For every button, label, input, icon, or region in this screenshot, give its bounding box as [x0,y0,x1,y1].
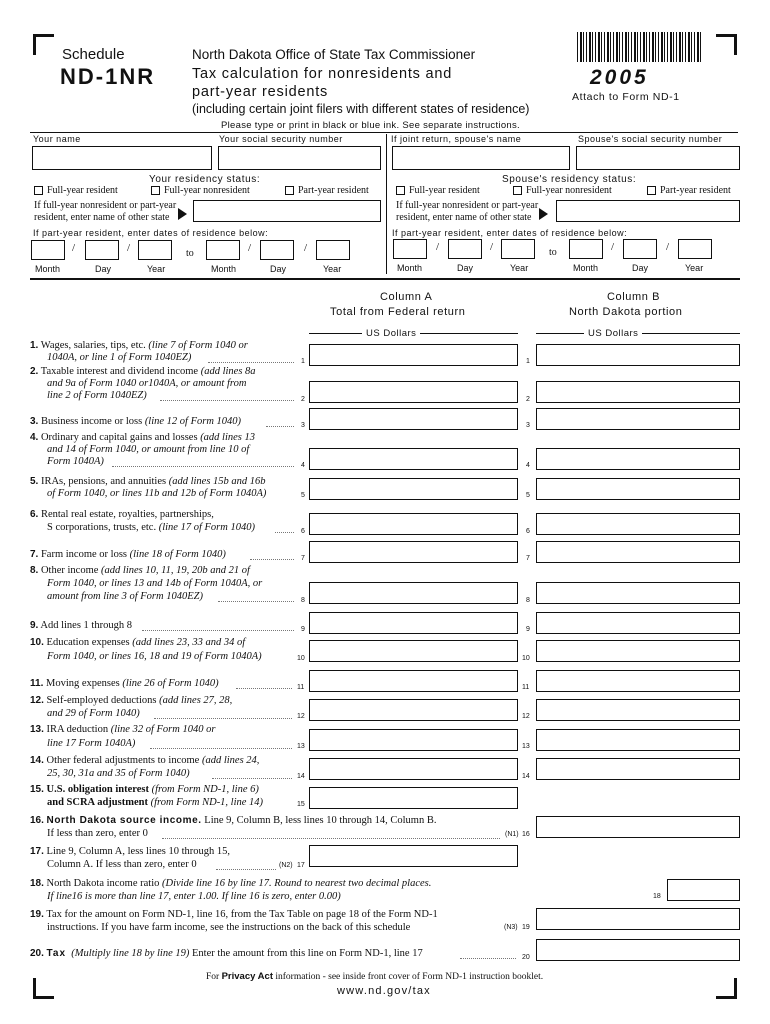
tax-year: 2005 [590,66,649,89]
line-3-column-a-input[interactable] [309,408,518,430]
your-full-year-resident-checkbox[interactable] [34,186,43,195]
line-description: U.S. obligation interest [46,784,152,795]
your-from-day-input[interactable] [85,240,119,260]
line-code: (N1) [505,831,519,838]
line-description: Other federal adjustments to income [46,755,202,766]
line-15-column-a-input[interactable] [309,787,518,809]
line-number: 8. [30,565,39,576]
your-name-input[interactable] [32,146,212,170]
line-3-text [30,416,241,428]
line-13-column-b-input[interactable] [536,729,740,751]
barcode-graphic [577,32,703,62]
line-ref: 20 [522,954,530,961]
line-ref: 5 [526,492,530,499]
line-ref: 2 [526,396,530,403]
line-number: 6. [30,509,39,520]
line-5-column-b-input[interactable] [536,478,740,500]
line-10-column-b-input[interactable] [536,640,740,662]
line-ref: 15 [297,801,305,808]
spouse-part-year-resident-checkbox[interactable] [647,186,656,195]
line-11-column-b-input[interactable] [536,670,740,692]
spouse-from-month-input[interactable] [393,239,427,259]
date-separator: / [436,241,440,253]
line-8-text-2 [47,578,262,590]
line-10-text [30,637,245,649]
line-description: S corporations, trusts, etc. [47,522,159,533]
line-8-column-b-input[interactable] [536,582,740,604]
line-number: 10. [30,637,44,648]
line-number: 4. [30,432,39,443]
line-description-note: (line 7 of Form 1040 or [148,340,248,351]
line-9-column-a-input[interactable] [309,612,518,634]
year-label: Year [147,264,166,274]
line-4-column-b-input[interactable] [536,448,740,470]
column-a-subtitle: Total from Federal return [330,306,466,318]
line-16-text-2 [47,828,148,840]
line-description: North Dakota income ratio [46,878,162,889]
line-ref: 7 [526,555,530,562]
line-ref: 8 [526,597,530,604]
line-description-note: (Divide line 16 by line 17. Round to nearest two decimal places. [162,878,432,889]
line-number: 18. [30,878,44,889]
line-description-note: (add lines 23, 33 and 34 of [132,637,246,648]
column-b-subtitle: North Dakota portion [569,306,683,318]
line-number: 19. [30,909,44,920]
line-ref: 13 [297,743,305,750]
line-4-column-a-input[interactable] [309,448,518,470]
line-description-note: (from Form ND-1, line 14) [150,797,264,808]
leader-dots [162,838,500,839]
to-label: to [186,248,194,259]
your-from-year-input[interactable] [138,240,172,260]
line-9-text [30,620,132,632]
date-separator: / [72,242,76,254]
line-description: instructions. If you have farm income, see the instructions on the back of this schedule [47,922,411,933]
line-2-text [30,366,256,378]
line-2-text-2 [47,378,246,390]
line-number: 16. [30,815,44,826]
your-to-year-input[interactable] [316,240,350,260]
line-ref: 9 [301,626,305,633]
line-7-column-b-input[interactable] [536,541,740,563]
line-17-column-a-input[interactable] [309,845,518,867]
your-dates-label: If part-year resident, enter dates of residence below: [33,228,269,238]
line-description: Ordinary and capital gains and losses [40,432,201,443]
spouse-name-input[interactable] [392,146,570,170]
date-separator: / [611,241,615,253]
line-description: Line 9, Column B, less lines 10 through 14, Column B. [204,815,437,826]
line-number: 3. [30,416,39,427]
line-description: Other income [40,565,102,576]
your-full-year-resident-label: Full-year resident [47,185,118,196]
line-3-column-b-input[interactable] [536,408,740,430]
line-description: Moving expenses [45,678,123,689]
date-separator: / [490,241,494,253]
year-label: Year [685,263,704,273]
day-label: Day [457,263,474,273]
month-label: Month [35,264,61,274]
leader-dots [216,869,276,870]
line-17-text [30,846,230,858]
line-ref: 2 [301,396,305,403]
your-name-label: Your name [33,134,81,144]
line-9-column-b-input[interactable] [536,612,740,634]
leader-dots [160,400,294,401]
column-a-currency: US Dollars [362,328,420,339]
form-subtitle: (including certain joint filers with different states of residence) [192,102,530,116]
line-number: 9. [30,620,39,631]
corner-mark-bottom-left [33,978,54,999]
line-16-column-b-input[interactable] [536,816,740,838]
leader-dots [208,362,294,363]
line-ref: 19 [522,924,530,931]
line-description: Education expenses [46,637,133,648]
date-separator: / [304,242,308,254]
ink-instructions: Please type or print in black or blue ink. See separate instructions. [221,120,520,131]
line-1-column-a-input[interactable] [309,344,518,366]
line-description: Farm income or loss [40,549,130,560]
line-4-text-2 [47,444,249,456]
line-description: Rental real estate, royalties, partnerships, [40,509,214,520]
line-13-text-2 [47,738,135,750]
line-description: Line 9, Column A, less lines 10 through 15, [46,846,230,857]
line-description-note: (line 18 of Form 1040) [129,549,226,560]
leader-dots [460,958,516,959]
spouse-from-year-input[interactable] [501,239,535,259]
line-12-column-a-input[interactable] [309,699,518,721]
date-separator: / [248,242,252,254]
line-description: IRAs, pensions, and annuities [40,476,169,487]
date-separator: / [127,242,131,254]
line-ref: 11 [297,684,305,691]
line-description-note: and 14 of Form 1040, or amount from line 10 of [47,444,250,455]
line-description-note: and 29 of Form 1040) [47,708,140,719]
line-ref: 3 [526,422,530,429]
day-label: Day [632,263,649,273]
leader-dots [212,778,292,779]
line-number: 20. [30,948,44,959]
line-description: Column A. If less than zero, enter 0 [47,859,197,870]
line-7-text [30,549,226,561]
line-2-text-3 [47,390,147,402]
line-description-note: (Multiply line 18 by line 19) [71,948,190,959]
website-url[interactable]: www.nd.gov/tax [337,985,431,997]
line-ref: 1 [526,358,530,365]
line-ref: 9 [526,626,530,633]
spouse-to-year-input[interactable] [678,239,712,259]
line-description-note: and 9a of Form 1040 or1040A, or amount from [47,378,247,389]
leader-dots [112,466,294,467]
spouse-other-state-input[interactable] [556,200,740,222]
privacy-text: For [206,972,222,982]
line-ref: 13 [522,743,530,750]
line-ref: 17 [297,862,305,869]
line-ref: 6 [526,528,530,535]
form-title-line1: Tax calculation for nonresidents and [192,66,453,82]
line-number: 13. [30,724,44,735]
line-description: IRA deduction [46,724,111,735]
line-18-text [30,878,431,890]
leader-dots [154,718,292,719]
your-other-state-text-1: If full-year nonresident or part-year [34,200,177,211]
line-description-note: (add lines 13 [200,432,256,443]
line-number: 5. [30,476,39,487]
line-19-column-b-input[interactable] [536,908,740,930]
line-12-column-b-input[interactable] [536,699,740,721]
line-14-text [30,755,259,767]
month-label: Month [211,264,237,274]
line-description-note: (add lines 24, [201,755,260,766]
line-7-column-a-input[interactable] [309,541,518,563]
year-label: Year [510,263,529,273]
line-description-note: (line 17 of Form 1040) [158,522,255,533]
line-8-text [30,565,250,577]
line-description: North Dakota source income. [46,815,202,826]
arrow-right-icon [178,208,187,220]
line-19-text [30,909,438,921]
leader-dots [150,748,292,749]
line-8-column-a-input[interactable] [309,582,518,604]
line-description-note: Form 1040A) [47,456,104,467]
line-description: Self-employed deductions [46,695,160,706]
line-description: Taxable interest and dividend income [40,366,201,377]
spouse-part-year-resident-label: Part-year resident [660,185,731,196]
line-11-column-a-input[interactable] [309,670,518,692]
line-17-text-2 [47,859,197,871]
month-label: Month [397,263,423,273]
arrow-right-icon [539,208,548,220]
to-label: to [549,247,557,258]
line-ref: 7 [301,555,305,562]
year-label: Year [323,264,342,274]
privacy-note [206,971,543,982]
line-14-column-b-input[interactable] [536,758,740,780]
line-ref: 10 [522,655,530,662]
line-ref: 4 [526,462,530,469]
your-other-state-text-2: resident, enter name of other state [34,212,170,223]
corner-mark-bottom-right [716,978,737,999]
line-ref: 14 [522,773,530,780]
line-description-note: (line 26 of Form 1040) [122,678,219,689]
leader-dots [275,532,294,533]
line-number: 1. [30,340,39,351]
your-to-day-input[interactable] [260,240,294,260]
your-full-year-nonresident-checkbox[interactable] [151,186,160,195]
your-from-month-input[interactable] [31,240,65,260]
line-description: Add lines 1 through 8 [40,620,132,631]
line-18-ratio-input[interactable] [667,879,740,901]
leader-dots [266,426,294,427]
line-1-column-b-input[interactable] [536,344,740,366]
column-b-currency: US Dollars [584,328,642,339]
line-5-column-a-input[interactable] [309,478,518,500]
column-a-title: Column A [380,291,433,303]
line-2-column-a-input[interactable] [309,381,518,403]
line-code: (N2) [279,862,293,869]
line-4-text-3 [47,456,104,468]
day-label: Day [270,264,287,274]
line-description: Enter the amount from this line on Form ND-1, line 17 [189,948,423,959]
line-description: Wages, salaries, tips, etc. [40,340,149,351]
line-14-text-2 [47,768,190,780]
spouse-dates-label: If part-year resident, enter dates of residence below: [392,228,628,238]
leader-dots [142,630,294,631]
line-5-text-2 [47,488,266,500]
line-ref: 8 [301,597,305,604]
line-ref: 5 [301,492,305,499]
spouse-full-year-resident-label: Full-year resident [409,185,480,196]
line-description-note: 25, 30, 31a and 35 of Form 1040) [47,768,190,779]
line-number: 11. [30,678,44,689]
day-label: Day [95,264,112,274]
line-20-text [30,948,423,960]
line-description-note: line 2 of Form 1040EZ) [47,390,147,401]
line-number: 17. [30,846,44,857]
line-description-note: (add lines 15b and 16b [168,476,266,487]
line-1-text-2 [47,352,191,364]
line-description-note: Form 1040, or lines 13 and 14b of Form 1040A, or [47,578,263,589]
spouse-to-month-input[interactable] [569,239,603,259]
date-separator: / [666,241,670,253]
line-description-note: (add lines 10, 11, 19, 20b and 21 of [101,565,250,576]
line-description-note: line 17 Form 1040A) [47,738,136,749]
spouse-to-day-input[interactable] [623,239,657,259]
spouse-full-year-resident-checkbox[interactable] [396,186,405,195]
line-description-note: (add lines 27, 28, [159,695,233,706]
line-12-text [30,695,232,707]
your-full-year-nonresident-label: Full-year nonresident [164,185,250,196]
line-10-column-a-input[interactable] [309,640,518,662]
line-description-note: (line 12 of Form 1040) [144,416,242,427]
line-ref: 4 [301,462,305,469]
your-ssn-input[interactable] [218,146,381,170]
attach-note: Attach to Form ND-1 [572,91,680,103]
spouse-name-label: If joint return, spouse's name [391,134,522,144]
line-description-note: Form 1040, or lines 16, 18 and 19 of Form 1040A) [47,651,262,662]
your-to-month-input[interactable] [206,240,240,260]
line-19-text-2 [47,922,410,934]
line-6-column-a-input[interactable] [309,513,518,535]
line-number: 12. [30,695,44,706]
line-ref: 12 [522,713,530,720]
spouse-full-year-nonresident-label: Full-year nonresident [526,185,612,196]
line-description-note: (from Form ND-1, line 6) [151,784,259,795]
line-ref: 14 [297,773,305,780]
line-description-note: (line 32 of Form 1040 or [110,724,216,735]
spouse-other-state-text-1: If full-year nonresident or part-year [396,200,539,211]
line-6-text-2 [47,522,255,534]
line-description-note: (add lines 8a [200,366,256,377]
line-number: 2. [30,366,39,377]
line-description: and SCRA adjustment [47,797,151,808]
line-14-column-a-input[interactable] [309,758,518,780]
line-5-text [30,476,266,488]
line-11-text [30,678,219,690]
corner-mark-top-right [716,34,737,55]
spouse-from-day-input[interactable] [448,239,482,259]
schedule-label: Schedule [62,46,125,63]
month-label: Month [573,263,599,273]
line-ref: 3 [301,422,305,429]
privacy-act-link[interactable]: Privacy Act [221,971,273,982]
spouse-full-year-nonresident-checkbox[interactable] [513,186,522,195]
your-ssn-label: Your social security number [219,134,343,144]
line-13-text [30,724,215,736]
line-ref: 12 [297,713,305,720]
line-description: If less than zero, enter 0 [47,828,148,839]
line-16-text [30,815,436,827]
form-id: ND-1NR [60,64,156,89]
line-description: Tax for the amount on Form ND-1, line 16, from the Tax Table on page 18 of the Form ND-1 [46,909,438,920]
line-ref: 6 [301,528,305,535]
line-13-column-a-input[interactable] [309,729,518,751]
line-number: 15. [30,784,44,795]
line-4-text [30,432,255,444]
line-18-text-2 [47,891,341,903]
your-other-state-input[interactable] [193,200,381,222]
corner-mark-top-left [33,34,54,55]
line-description-note: 1040A, or line 1 of Form 1040EZ) [47,352,192,363]
line-6-column-b-input[interactable] [536,513,740,535]
line-description-note: amount from line 3 of Form 1040EZ) [47,591,203,602]
your-part-year-resident-label: Part-year resident [298,185,369,196]
your-part-year-resident-checkbox[interactable] [285,186,294,195]
line-ref: 10 [297,655,305,662]
line-description-note: If line16 is more than line 17, enter 1.00. If line 16 is zero, enter 0.00) [47,891,341,902]
spouse-ssn-label: Spouse's social security number [578,134,723,144]
form-title-line2: part-year residents [192,84,329,100]
leader-dots [250,559,294,560]
line-ref: 11 [522,684,530,691]
spouse-ssn-input[interactable] [576,146,740,170]
header-rule [30,132,738,133]
agency-name: North Dakota Office of State Tax Commissioner [192,47,476,62]
line-description-note: of Form 1040, or lines 11b and 12b of Form 1040A) [47,488,267,499]
line-number: 7. [30,549,39,560]
line-code: (N3) [504,924,518,931]
your-residency-label: Your residency status: [149,174,261,185]
line-1-text [30,340,248,352]
line-6-text [30,509,214,521]
line-ref: 16 [522,831,530,838]
column-b-title: Column B [607,291,661,303]
line-2-column-b-input[interactable] [536,381,740,403]
spouse-other-state-text-2: resident, enter name of other state [396,212,532,223]
line-20-column-b-input[interactable] [536,939,740,961]
spouse-residency-label: Spouse's residency status: [502,174,637,185]
line-8-text-3 [47,591,203,603]
line-10-text-2 [47,651,262,663]
line-ref: 1 [301,358,305,365]
line-ref: 18 [653,893,661,900]
taxpayer-divider [386,134,387,274]
line-number: 14. [30,755,44,766]
leader-dots [236,688,292,689]
leader-dots [218,601,294,602]
line-15-text [30,784,259,796]
line-12-text-2 [47,708,140,720]
section-rule [30,278,740,280]
line-description: Business income or loss [40,416,145,427]
line-15-text-2 [47,797,263,809]
line-description: Tax [46,948,67,959]
privacy-text: information - see inside front cover of Form ND-1 instruction booklet. [272,972,544,982]
